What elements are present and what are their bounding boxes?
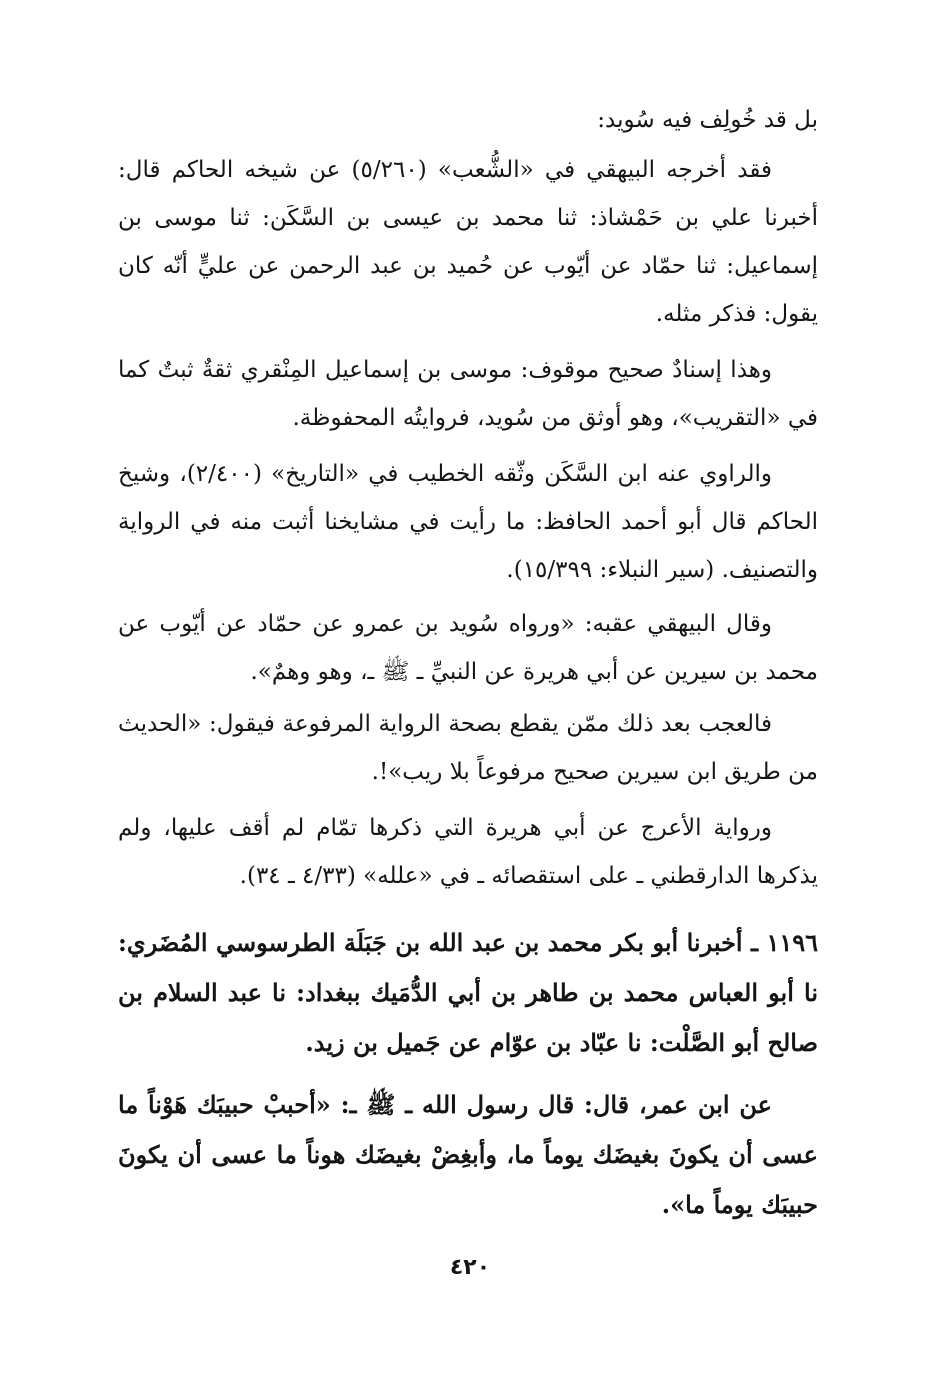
- paragraph-narrator-assessment: والراوي عنه ابن السَّكَن وثّقه الخطيب في «التاريخ» (٢/٤٠٠)، وشيخ الحاكم قال أبو أحمد الحافظ: ما رأيت في مشايخنا أثبت منه في الرواية والتصنيف. (سير النبلاء: ١٥/٣٩٩).: [118, 461, 818, 583]
- paragraph-isnad-assessment: وهذا إسنادٌ صحيح موقوف: موسى بن إسماعيل المِنْقري ثقةٌ ثبتٌ كما في «التقريب»، وهو أوثق من سُويد، فروايتُه المحفوظة.: [118, 357, 818, 431]
- page-number: ٤٢٠: [449, 1255, 491, 1280]
- hadith-isnad: ١١٩٦ ـ أخبرنا أبو بكر محمد بن عبد الله بن جَبَلَة الطرسوسي المُضَري: نا أبو العباس محمد بن طاهر بن أبي الدُّمَيك ببغداد: نا عبد السلام بن صالح أبو الصَّلْت: نا عبّاد بن عوّام عن جَميل بن زيد.: [118, 928, 818, 1057]
- paragraph-intro: بل قد خُولِف فيه سُويد:: [597, 107, 818, 133]
- hadith-matn: عن ابن عمر، قال: قال رسول الله ـ ﷺ ـ: «أحببْ حبيبَك هَوْناً ما عسى أن يكونَ بغيضَك يوماً ما، وأبغِضْ بغيضَك هوناً ما عسى أن يكونَ حبيبَك يوماً ما».: [118, 1090, 818, 1219]
- paragraph-bayhaqi-comment: وقال البيهقي عقبه: «ورواه سُويد بن عمرو عن حمّاد عن أيّوب عن محمد بن سيرين عن أبي هريرة عن النبيِّ ـ ﷺ ـ، وهو وهمٌ».: [118, 611, 818, 685]
- paragraph-bayhaqi-shuab: فقد أخرجه البيهقي في «الشُّعب» (٥/٢٦٠) عن شيخه الحاكم قال: أخبرنا علي بن حَمْشاذ: ثنا محمد بن عيسى بن السَّكَن: ثنا موسى بن إسماعيل: ثنا حمّاد عن أيّوب عن حُميد بن عبد الرحمن عن عليٍّ أنّه كان يقول: فذكر مثله.: [118, 157, 818, 327]
- paragraph-marfu-claim: فالعجب بعد ذلك ممّن يقطع بصحة الرواية المرفوعة فيقول: «الحديث من طريق ابن سيرين صحيح مرفوعاً بلا ريب»!.: [118, 711, 818, 785]
- paragraph-araj-narration: ورواية الأعرج عن أبي هريرة التي ذكرها تمّام لم أقف عليها، ولم يذكرها الدارقطني ـ على استقصائه ـ في «علله» (٤/٣٣ ـ ٣٤).: [118, 815, 818, 889]
